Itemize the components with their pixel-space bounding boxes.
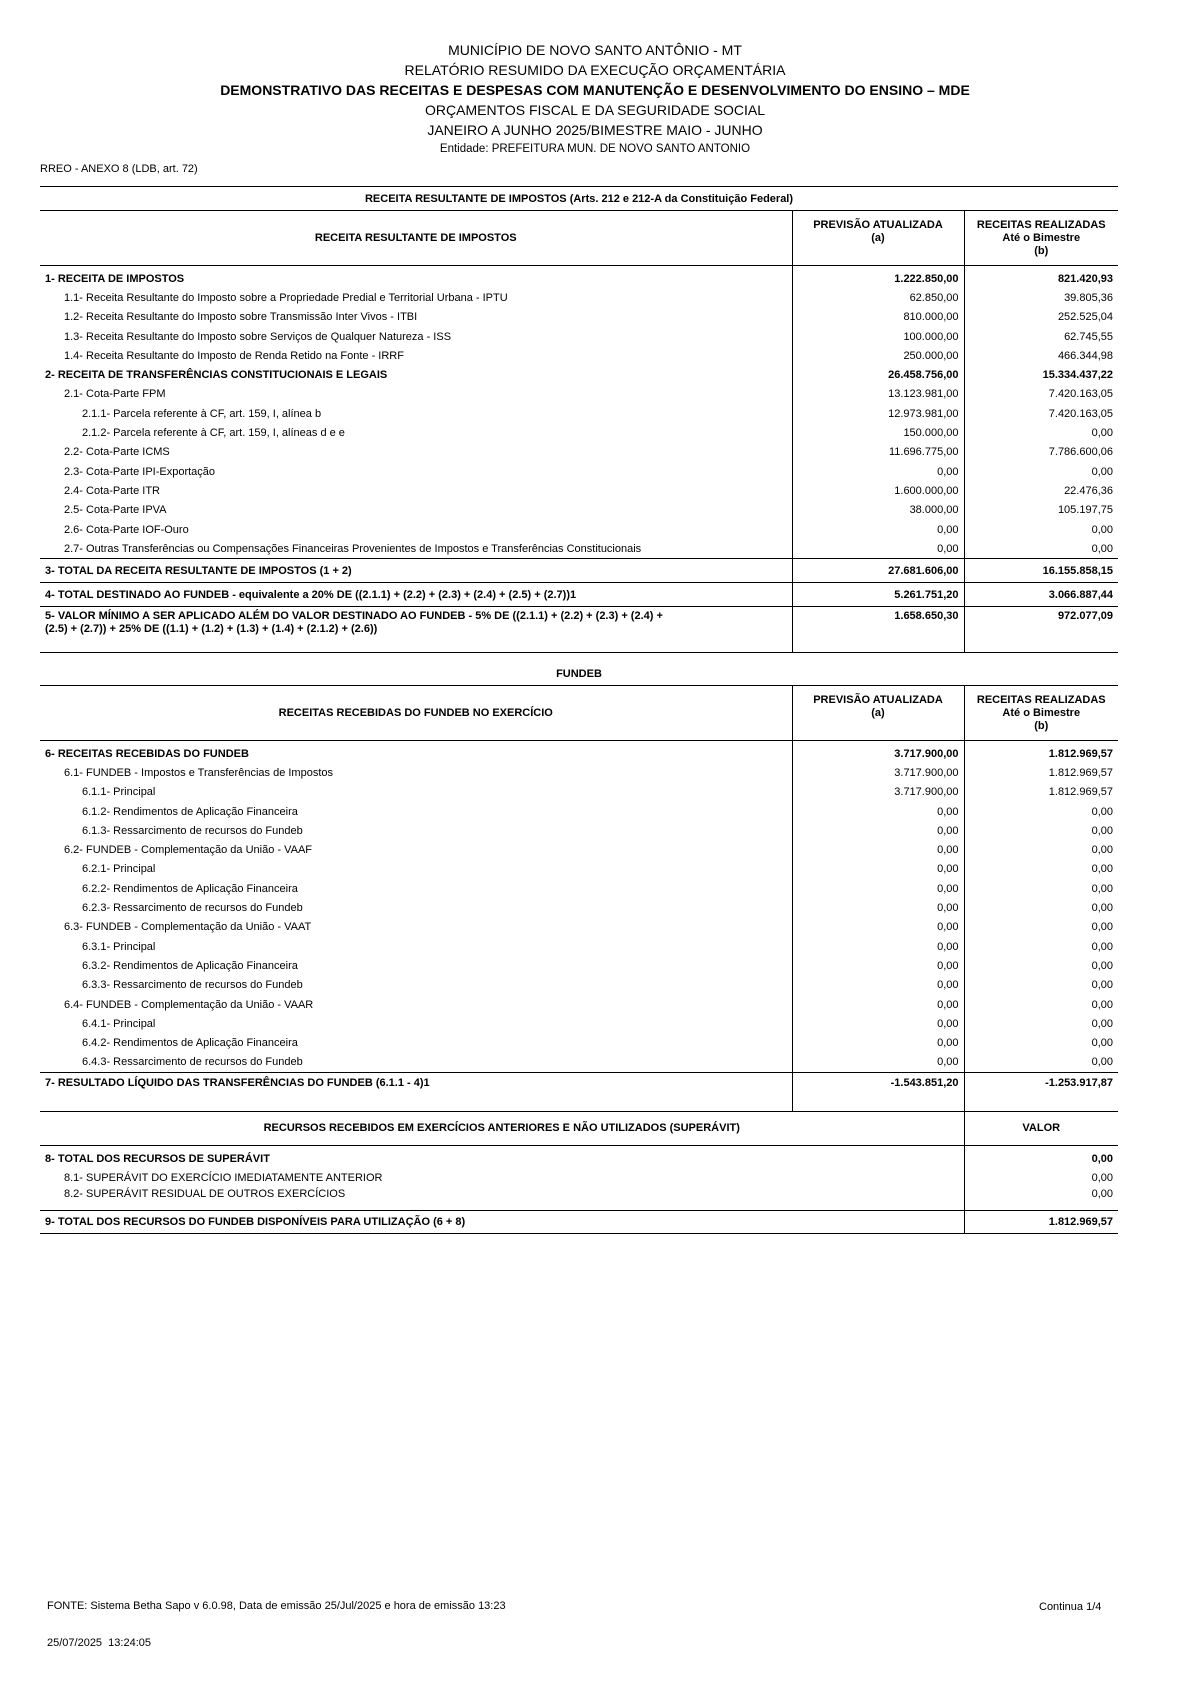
table-cell: 252.525,04 (1057, 311, 1113, 324)
table-cell: 27.681.606,00 (792, 559, 964, 583)
table-row (40, 308, 1118, 327)
table-cell: 6.3.3- Ressarcimento de recursos do Fundeb (40, 976, 792, 995)
table-cell: 1.658.650,30 (792, 607, 964, 653)
table-row (40, 1014, 1118, 1033)
column-header-realized (964, 211, 1118, 266)
column-header-row (40, 1111, 1118, 1146)
table-cell: 0,00 (792, 918, 964, 937)
table-row (40, 288, 1118, 307)
table-row (40, 269, 1118, 288)
table-cell: 2- RECEITA DE TRANSFERÊNCIAS CONSTITUCIONAIS E LEGAIS (40, 365, 792, 384)
total-row-9 (40, 1210, 1118, 1233)
table-row (40, 481, 1118, 500)
column-header-forecast (792, 686, 964, 741)
table-cell: 16.155.858,15 (1042, 564, 1113, 577)
footer-datetime: 25/07/2025 13:24:05 (47, 1637, 151, 1649)
table-cell: 0,00 (1091, 882, 1113, 895)
table-cell: 100.000,00 (792, 327, 964, 346)
table-row (40, 539, 1118, 559)
table-row (40, 443, 1118, 462)
total-row-3 (40, 559, 1118, 583)
table-cell: 6.3- FUNDEB - Complementação da União - VAAT (40, 918, 792, 937)
forecast-sublabel: (a) (871, 706, 885, 719)
table-cell: 2.1- Cota-Parte FPM (40, 385, 792, 404)
table-cell: 6.3.1- Principal (40, 937, 792, 956)
table-cell: 0,00 (1091, 844, 1113, 857)
table-cell: 38.000,00 (792, 501, 964, 520)
table-cell: 6.2- FUNDEB - Complementação da União - VAAF (40, 840, 792, 859)
table-cell: 1- RECEITA DE IMPOSTOS (40, 269, 792, 288)
table-cell: 6.4- FUNDEB - Complementação da União - VAAR (40, 995, 792, 1014)
table-cell: 810.000,00 (792, 308, 964, 327)
footer-page: Continua 1/4 (1039, 1601, 1102, 1613)
table-cell: 1.3- Receita Resultante do Imposto sobre Serviços de Qualquer Natureza - ISS (40, 327, 792, 346)
table-cell: 466.344,98 (1057, 349, 1113, 362)
table-cell: 8.1- SUPERÁVIT DO EXERCÍCIO IMEDIATAMENTE ANTERIOR (40, 1168, 964, 1187)
table-cell: 1.812.969,57 (1048, 766, 1113, 779)
table-cell: 1.812.969,57 (1048, 747, 1113, 760)
column-header-forecast (792, 211, 964, 266)
table-cell: 0,00 (1091, 1171, 1113, 1184)
forecast-sublabel: (a) (871, 231, 885, 244)
table-cell: 6.1.2- Rendimentos de Aplicação Financeira (40, 802, 792, 821)
report-title: RELATÓRIO RESUMIDO DA EXECUÇÃO ORÇAMENTÁRIA (404, 62, 786, 78)
table-row (40, 365, 1118, 384)
table-cell: 0,00 (1091, 902, 1113, 915)
table-cell: 6.4.1- Principal (40, 1014, 792, 1033)
table-cell: 1.2- Receita Resultante do Imposto sobre Transmissão Inter Vivos - ITBI (40, 308, 792, 327)
column-header-value: VALOR (1022, 1122, 1061, 1134)
table-cell: 62.850,00 (792, 288, 964, 307)
section-title: FUNDEB (556, 667, 602, 680)
forecast-label: PREVISÃO ATUALIZADA (813, 693, 943, 706)
table-cell: 150.000,00 (792, 423, 964, 442)
table-cell: 1.812.969,57 (1048, 786, 1113, 799)
table-row (40, 995, 1118, 1014)
table-cell: 62.745,55 (1064, 330, 1113, 343)
forecast-label: PREVISÃO ATUALIZADA (813, 218, 943, 231)
table-cell: 0,00 (1091, 863, 1113, 876)
municipality-title: MUNICÍPIO DE NOVO SANTO ANTÔNIO - MT (448, 42, 742, 58)
table-cell: 0,00 (1091, 465, 1113, 478)
table-cell: 3.717.900,00 (792, 783, 964, 802)
realized-label: RECEITAS REALIZADAS (976, 218, 1106, 231)
table-cell: 2.6- Cota-Parte IOF-Ouro (40, 520, 792, 539)
surplus-table (40, 1111, 1118, 1234)
table-cell: 0,00 (1091, 542, 1113, 555)
table-cell: 0,00 (792, 956, 964, 975)
table-row (40, 821, 1118, 840)
table-row (40, 1149, 1118, 1168)
table-cell: 0,00 (1091, 427, 1113, 440)
total-row-5 (40, 607, 1118, 653)
table-cell: 0,00 (1091, 824, 1113, 837)
table-cell: 0,00 (792, 539, 964, 559)
table-cell: 15.334.437,22 (1042, 369, 1113, 382)
table-cell: 1.4- Receita Resultante do Imposto de Renda Retido na Fonte - IRRF (40, 346, 792, 365)
column-header-description: RECURSOS RECEBIDOS EM EXERCÍCIOS ANTERIORES E NÃO UTILIZADOS (SUPERÁVIT) (40, 1111, 964, 1146)
table-row (40, 346, 1118, 365)
section-title: RECEITA RESULTANTE DE IMPOSTOS (Arts. 212 e 212-A da Constituição Federal) (364, 192, 794, 205)
table-cell: 6.3.2- Rendimentos de Aplicação Financeira (40, 956, 792, 975)
table-row (40, 783, 1118, 802)
table-cell: 22.476,36 (1064, 484, 1113, 497)
table-row (40, 802, 1118, 821)
annex-label: RREO - ANEXO 8 (LDB, art. 72) (40, 163, 198, 175)
table-cell: 0,00 (1091, 940, 1113, 953)
total5-label-line2: (2.5) + (2.7)) + 25% DE ((1.1) + (1.2) + (1.3) + (1.4) + (2.1.2) + (2.6)) (45, 623, 378, 636)
table-cell: 0,00 (792, 840, 964, 859)
table-row (40, 879, 1118, 898)
fundeb-table (40, 662, 1118, 1112)
column-header-row (40, 211, 1118, 266)
table-cell: 3- TOTAL DA RECEITA RESULTANTE DE IMPOSTOS (1 + 2) (40, 559, 792, 583)
column-header-row (40, 686, 1118, 741)
table-cell: 0,00 (792, 802, 964, 821)
table-row (40, 937, 1118, 956)
table-cell: 7.420.163,05 (1048, 388, 1113, 401)
table-cell: 6.2.2- Rendimentos de Aplicação Financeira (40, 879, 792, 898)
table-cell: 39.805,36 (1064, 291, 1113, 304)
table-cell: 0,00 (1091, 1152, 1113, 1165)
table-cell: 6.4.3- Ressarcimento de recursos do Fundeb (40, 1053, 792, 1073)
table-cell: 4- TOTAL DESTINADO AO FUNDEB - equivalente a 20% DE ((2.1.1) + (2.2) + (2.3) + (2.4) + (2.5) + (2.7))1 (40, 583, 792, 607)
table-cell: 2.7- Outras Transferências ou Compensações Financeiras Provenientes de Impostos e Transferências Constitucionais (40, 539, 792, 559)
table-row (40, 1053, 1118, 1073)
table-cell: 0,00 (1091, 523, 1113, 536)
table-cell: 2.1.1- Parcela referente à CF, art. 159, I, alínea b (40, 404, 792, 423)
table-cell: 5.261.751,20 (792, 583, 964, 607)
table-cell: 0,00 (792, 860, 964, 879)
budget-title: ORÇAMENTOS FISCAL E DA SEGURIDADE SOCIAL (425, 102, 765, 118)
table-cell: 972.077,09 (1057, 610, 1113, 623)
realized-sublabel: Até o Bimestre (1002, 706, 1081, 719)
period-title: JANEIRO A JUNHO 2025/BIMESTRE MAIO - JUNHO (427, 122, 763, 138)
table-cell: 2.2- Cota-Parte ICMS (40, 443, 792, 462)
table-cell: 9- TOTAL DOS RECURSOS DO FUNDEB DISPONÍVEIS PARA UTILIZAÇÃO (6 + 8) (40, 1210, 964, 1233)
table-cell: 0,00 (1091, 1037, 1113, 1050)
table-cell: 2.1.2- Parcela referente à CF, art. 159, I, alíneas d e e (40, 423, 792, 442)
table-cell: 8- TOTAL DOS RECURSOS DE SUPERÁVIT (40, 1149, 964, 1168)
table-cell: 3.066.887,44 (1048, 588, 1113, 601)
table-row (40, 918, 1118, 937)
realized-code: (b) (1034, 244, 1049, 257)
table-row (40, 840, 1118, 859)
entity-label: Entidade: PREFEITURA MUN. DE NOVO SANTO ANTONIO (439, 143, 751, 155)
table-cell: 3.717.900,00 (792, 763, 964, 782)
table-cell: 0,00 (792, 995, 964, 1014)
table-cell: 6.4.2- Rendimentos de Aplicação Financeira (40, 1033, 792, 1052)
table-cell: 6.2.3- Ressarcimento de recursos do Fundeb (40, 898, 792, 917)
table-cell: 0,00 (792, 879, 964, 898)
column-header-realized (964, 686, 1118, 741)
table-row (40, 385, 1118, 404)
table-cell: 0,00 (792, 821, 964, 840)
table-cell: 8.2- SUPERÁVIT RESIDUAL DE OUTROS EXERCÍCIOS (40, 1188, 964, 1211)
table-cell: 1.812.969,57 (1048, 1215, 1113, 1228)
table-cell: 12.973.981,00 (792, 404, 964, 423)
table-cell: 105.197,75 (1057, 504, 1113, 517)
table-cell: -1.543.851,20 (792, 1073, 964, 1112)
table-cell: 0,00 (792, 937, 964, 956)
table-row (40, 1033, 1118, 1052)
table-cell: 0,00 (792, 520, 964, 539)
table-cell: 6- RECEITAS RECEBIDAS DO FUNDEB (40, 744, 792, 763)
table-cell: 0,00 (1091, 921, 1113, 934)
tax-revenue-table (40, 186, 1118, 653)
table-cell: 7.420.163,05 (1048, 407, 1113, 420)
column-header-description: RECEITA RESULTANTE DE IMPOSTOS (40, 211, 792, 266)
table-cell: 821.420,93 (1057, 272, 1113, 285)
table-cell: 11.696.775,00 (792, 443, 964, 462)
statement-title: DEMONSTRATIVO DAS RECEITAS E DESPESAS COM MANUTENÇÃO E DESENVOLVIMENTO DO ENSINO – MDE (220, 82, 970, 98)
table-cell: 7- RESULTADO LÍQUIDO DAS TRANSFERÊNCIAS DO FUNDEB (6.1.1 - 4)1 (40, 1073, 792, 1112)
table-cell: 6.1.3- Ressarcimento de recursos do Fundeb (40, 821, 792, 840)
table-cell: 1.222.850,00 (792, 269, 964, 288)
table-cell: 0,00 (792, 976, 964, 995)
realized-label: RECEITAS REALIZADAS (976, 693, 1106, 706)
table-cell: 2.3- Cota-Parte IPI-Exportação (40, 462, 792, 481)
total5-label-line1: 5- VALOR MÍNIMO A SER APLICADO ALÉM DO VALOR DESTINADO AO FUNDEB - 5% DE ((2.1.1) + (2.2) + (2.3) + (2.4) + (45, 610, 663, 623)
table-cell: 26.458.756,00 (792, 365, 964, 384)
table-cell: 6.2.1- Principal (40, 860, 792, 879)
table-row (40, 404, 1118, 423)
table-cell: 7.786.600,06 (1048, 446, 1113, 459)
section-header (40, 187, 1118, 211)
table-cell: 0,00 (1091, 998, 1113, 1011)
table-cell: 3.717.900,00 (792, 744, 964, 763)
table-row (40, 501, 1118, 520)
table-cell: 2.5- Cota-Parte IPVA (40, 501, 792, 520)
table-cell: 1.600.000,00 (792, 481, 964, 500)
table-cell: 6.1.1- Principal (40, 783, 792, 802)
footer-source: FONTE: Sistema Betha Sapo v 6.0.98, Data de emissão 25/Jul/2025 e hora de emissão 13:23 (47, 1600, 506, 1612)
table-row (40, 898, 1118, 917)
total-row-4 (40, 583, 1118, 607)
table-cell: 13.123.981,00 (792, 385, 964, 404)
realized-code: (b) (1034, 719, 1049, 732)
table-cell: 0,00 (792, 898, 964, 917)
table-row (40, 1168, 1118, 1187)
report-header (0, 40, 1190, 158)
table-row (40, 860, 1118, 879)
table-row (40, 956, 1118, 975)
table-row (40, 976, 1118, 995)
table-cell: 0,00 (1091, 805, 1113, 818)
realized-sublabel: Até o Bimestre (1002, 231, 1081, 244)
table-cell: 6.1- FUNDEB - Impostos e Transferências de Impostos (40, 763, 792, 782)
table-cell: 0,00 (1091, 1187, 1113, 1200)
table-cell: 0,00 (792, 1053, 964, 1073)
table-cell: 0,00 (1091, 979, 1113, 992)
table-cell: 0,00 (1091, 959, 1113, 972)
table-cell: 250.000,00 (792, 346, 964, 365)
table-cell: 0,00 (1091, 1056, 1113, 1069)
table-row (40, 763, 1118, 782)
column-header-description: RECEITAS RECEBIDAS DO FUNDEB NO EXERCÍCIO (40, 686, 792, 741)
table-cell: -1.253.917,87 (1045, 1077, 1113, 1090)
table-cell: 0,00 (1091, 1017, 1113, 1030)
table-cell: 2.4- Cota-Parte ITR (40, 481, 792, 500)
table-row (40, 423, 1118, 442)
table-cell: 0,00 (792, 1014, 964, 1033)
table-row (40, 462, 1118, 481)
table-cell: 0,00 (792, 1033, 964, 1052)
table-row (40, 327, 1118, 346)
total-row-7 (40, 1073, 1118, 1112)
table-row (40, 1188, 1118, 1211)
table-cell: 0,00 (792, 462, 964, 481)
table-row (40, 744, 1118, 763)
section-header (40, 662, 1118, 686)
table-cell: 1.1- Receita Resultante do Imposto sobre a Propriedade Predial e Territorial Urbana - IPTU (40, 288, 792, 307)
table-row (40, 520, 1118, 539)
